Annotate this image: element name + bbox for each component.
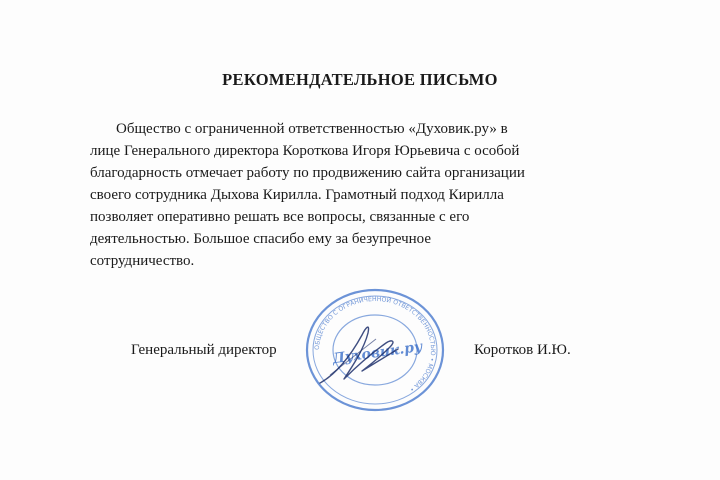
body-line: Общество с ограниченной ответственностью «Духовик.ру» в xyxy=(116,121,508,137)
stamp-ring-text: ОБЩЕСТВО С ОГРАНИЧЕННОЙ ОТВЕТСТВЕННОСТЬЮ • МОСКВА • xyxy=(313,295,437,393)
body-line: деятельностью. Большое спасибо ему за безупречное xyxy=(90,231,432,247)
letter-body xyxy=(90,118,650,272)
signatory-name: Коротков И.Ю. xyxy=(474,342,571,358)
body-line: лице Генерального директора Короткова Игоря Юрьевича с особой xyxy=(90,143,520,159)
signatory-title: Генеральный директор xyxy=(131,342,277,358)
handwritten-signature xyxy=(300,305,420,405)
body-line: сотрудничество. xyxy=(90,253,195,269)
stamp-center-text: Духовик.ру xyxy=(331,338,424,368)
body-line: благодарность отмечает работу по продвижению сайта организации xyxy=(90,165,525,181)
letter-title: РЕКОМЕНДАТЕЛЬНОЕ ПИСЬМО xyxy=(222,70,498,89)
body-line: своего сотрудника Дыхова Кирилла. Грамотный подход Кирилла xyxy=(90,187,504,203)
body-line: позволяет оперативно решать все вопросы, связанные с его xyxy=(90,209,470,225)
